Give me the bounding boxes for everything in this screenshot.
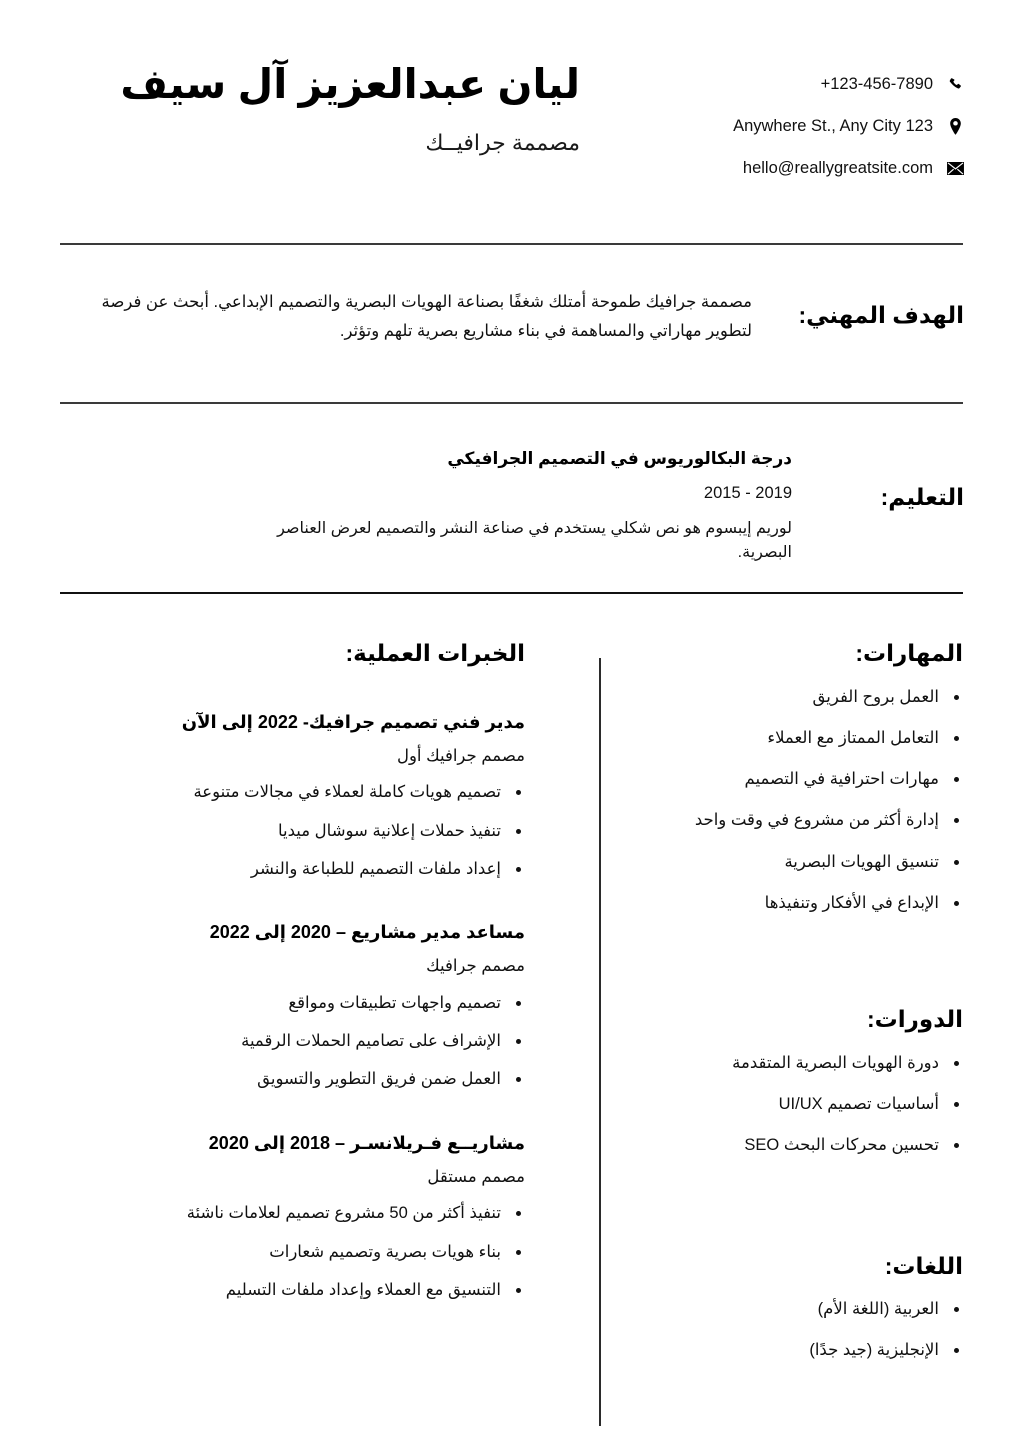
education-description: لوريم إيبسوم هو نص شكلي يستخدم في صناعة النشر والتصميم لعرض العناصر البصرية. xyxy=(277,519,792,561)
education-label: التعليم: xyxy=(880,484,964,510)
courses-section xyxy=(620,1006,963,1156)
right-column xyxy=(620,640,963,1362)
list-item: مهارات احترافية في التصميم xyxy=(620,768,963,790)
list-item: دورة الهويات البصرية المتقدمة xyxy=(620,1052,963,1074)
list-item: التنسيق مع العملاء وإعداد ملفات التسليم xyxy=(60,1279,525,1301)
objective-body xyxy=(60,288,792,346)
experience-entry xyxy=(60,710,525,881)
list-item: تنفيذ حملات إعلانية سوشال ميديا xyxy=(60,820,525,842)
list-item: إدارة أكثر من مشروع في وقت واحد xyxy=(620,809,963,831)
phone-value: +123-456-7890 xyxy=(820,74,933,93)
courses-heading: الدورات: xyxy=(867,1006,963,1033)
objective-label: الهدف المهني: xyxy=(798,302,964,328)
list-item: أساسيات تصميم UI/UX xyxy=(620,1093,963,1115)
experience-column xyxy=(60,640,525,1317)
experience-role: مصمم مستقل xyxy=(427,1167,525,1186)
objective-text: مصممة جرافيك طموحة أمتلك شغفًا بصناعة الهويات البصرية والتصميم الإبداعي. أبحث عن فرصة لتطوير مهاراتي والمساهمة في بناء مشاريع بصرية تلهم وتؤثر. xyxy=(101,293,752,340)
experience-title: مدير فني تصميم جرافيك- 2022 إلى الآن xyxy=(181,711,525,732)
divider-rule-education xyxy=(60,592,963,594)
education-section xyxy=(60,446,964,565)
list-item: العربية (اللغة الأم) xyxy=(620,1298,963,1320)
email-value: hello@reallygreatsite.com xyxy=(742,158,933,177)
list-item: إعداد ملفات التصميم للطباعة والنشر xyxy=(60,858,525,880)
skills-section xyxy=(620,640,963,914)
experience-title: مساعد مدير مشاريع – 2020 إلى 2022 xyxy=(209,922,525,943)
resume-header xyxy=(60,56,964,216)
experience-title: مشاريــع فـريلانسـر – 2018 إلى 2020 xyxy=(208,1132,525,1153)
address-value: Anywhere St., Any City 123 xyxy=(733,116,933,135)
divider-rule-top xyxy=(60,243,963,245)
job-title: مصممة جرافيــك xyxy=(425,129,580,155)
list-item: الإبداع في الأفكار وتنفيذها xyxy=(620,892,963,914)
experience-heading: الخبرات العملية: xyxy=(345,640,525,666)
list-item: تصميم واجهات تطبيقات ومواقع xyxy=(60,992,525,1014)
column-divider xyxy=(599,658,601,1426)
skills-heading: المهارات: xyxy=(855,640,963,666)
objective-section xyxy=(60,288,964,346)
languages-heading: اللغات: xyxy=(884,1252,963,1279)
contact-block xyxy=(634,56,964,178)
experience-entry xyxy=(60,920,525,1091)
experience-role: مصمم جرافيك أول xyxy=(396,746,525,765)
identity-block xyxy=(60,56,580,156)
location-pin-icon xyxy=(947,117,964,136)
phone-icon xyxy=(947,75,964,94)
experience-entry xyxy=(60,1131,525,1302)
education-years: 2015 - 2019 xyxy=(703,483,792,502)
list-item: تصميم هويات كاملة لعملاء في مجالات متنوعة xyxy=(60,781,525,803)
education-degree: درجة البكالوريوس في التصميم الجرافيكي xyxy=(447,449,792,468)
list-item: تنسيق الهويات البصرية xyxy=(620,851,963,873)
list-item: الإشراف على تصاميم الحملات الرقمية xyxy=(60,1030,525,1052)
courses-list xyxy=(620,1052,963,1157)
list-item: التعامل الممتاز مع العملاء xyxy=(620,727,963,749)
page-title: ليان عبدالعزيز آل سيف xyxy=(120,61,580,107)
list-item: العمل بروح الفريق xyxy=(620,686,963,708)
contact-row-phone[interactable] xyxy=(634,74,964,94)
list-item: العمل ضمن فريق التطوير والتسويق xyxy=(60,1068,525,1090)
experience-role: مصمم جرافيك xyxy=(426,957,525,976)
languages-section xyxy=(620,1253,963,1362)
skills-list xyxy=(620,686,963,915)
contact-row-email[interactable] xyxy=(634,158,964,178)
experience-bullets xyxy=(60,1202,525,1301)
list-item: بناء هويات بصرية وتصميم شعارات xyxy=(60,1241,525,1263)
languages-list xyxy=(620,1298,963,1362)
list-item: الإنجليزية (جيد جدًا) xyxy=(620,1339,963,1361)
contact-row-address[interactable] xyxy=(634,116,964,136)
list-item: تحسين محركات البحث SEO xyxy=(620,1134,963,1156)
divider-rule-objective xyxy=(60,402,963,404)
envelope-icon xyxy=(947,159,964,178)
list-item: تنفيذ أكثر من 50 مشروع تصميم لعلامات ناشئة xyxy=(60,1202,525,1224)
education-body xyxy=(60,446,792,565)
experience-bullets xyxy=(60,992,525,1091)
experience-bullets xyxy=(60,781,525,880)
